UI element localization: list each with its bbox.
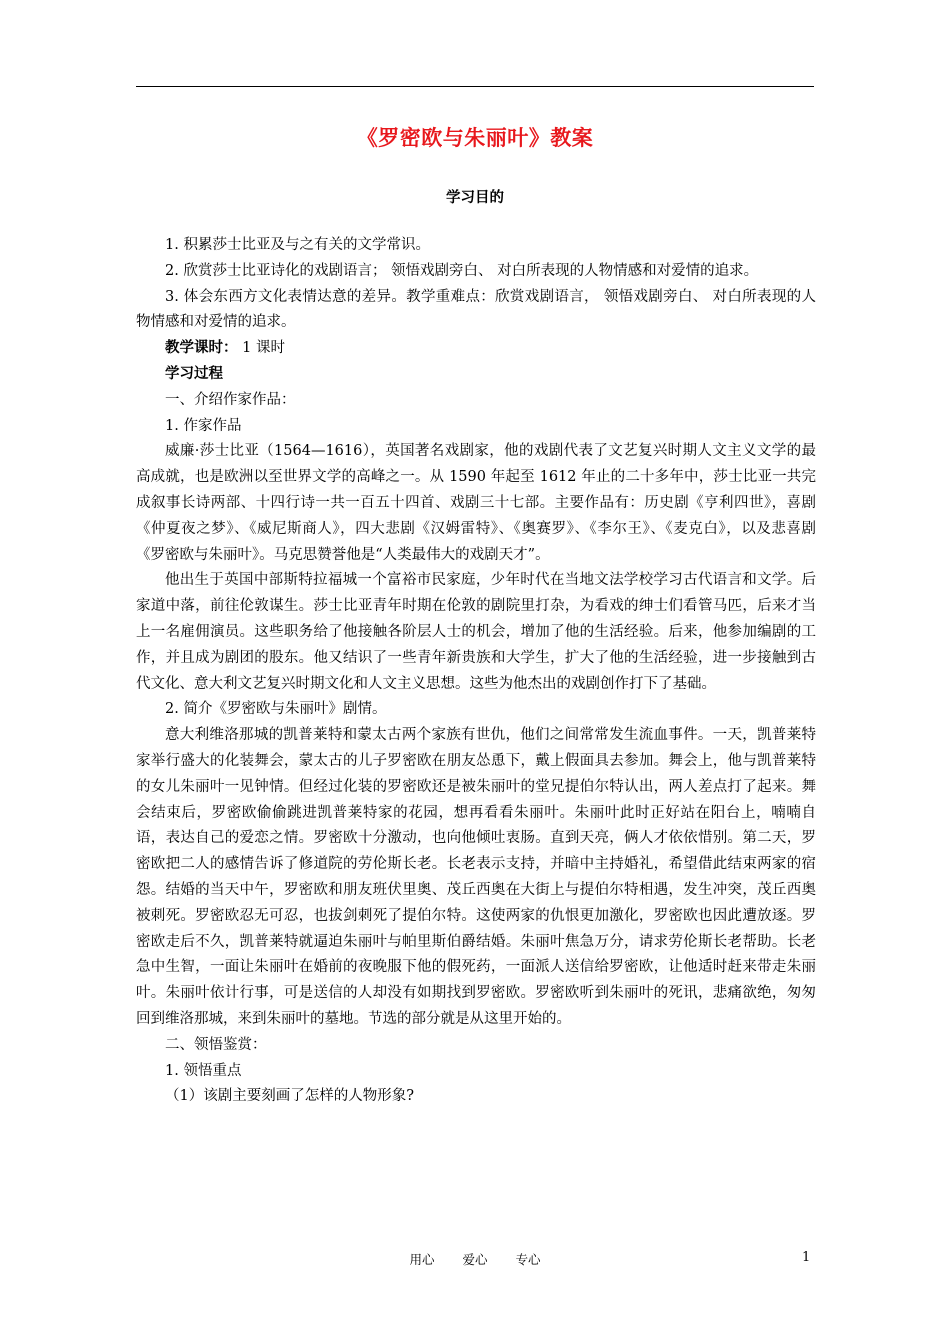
part2-subheading: 1. 领悟重点 [165, 1062, 242, 1079]
plot-paragraph: 意大利维洛那城的凯普莱特和蒙太古两个家族有世仇，他们之间常常发生流血事件。一天，凯普莱特家举行盛大的化装舞会，蒙太古的儿子罗密欧在朋友怂恿下，戴上假面具去参加。舞会上，他与凯普莱特的女儿朱丽叶一见钟情。但经过化装的罗密欧还是被朱丽叶的堂兄提伯尔特认出，两人差点打了起来。舞会结束后，罗密欧偷偷跳进凯普莱特家的花园，想再看看朱丽叶。朱丽叶此时正好站在阳台上，喃喃自语，表达自己的爱恋之情。罗密欧十分激动，也向他倾吐衷肠。直到天亮，俩人才依依惜别。第二天，罗密欧把二人的感情告诉了修道院的劳伦斯长老。长老表示支持，并暗中主持婚礼，希望借此结束两家的宿怨。结婚的当天中午，罗密欧和朋友班伏里奥、茂丘西奥在大街上与提伯尔特相遇，发生冲突，茂丘西奥被刺死。罗密欧忍无可忍，也拔剑刺死了提伯尔特。这使两家的仇恨更加激化，罗密欧也因此遭放逐。罗密欧走后不久，凯普莱特就逼迫朱丽叶与帕里斯伯爵结婚。朱丽叶焦急万分，请求劳伦斯长老帮助。长老急中生智，一面让朱丽叶在婚前的夜晚服下他的假死药，一面派人送信给罗密欧，让他适时赶来带走朱丽叶。朱丽叶依计行事，可是送信的人却没有如期找到罗密欧。罗密欧听到朱丽叶的死讯，悲痛欲绝，匆匆回到维洛那城，来到朱丽叶的墓地。节选的部分就是从这里开始的。 [136, 727, 816, 1027]
author-paragraph-2: 他出生于英国中部斯特拉福城一个富裕市民家庭，少年时代在当地文法学校学习古代语言和文学。后家道中落，前往伦敦谋生。莎士比亚青年时期在伦敦的剧院里打杂，为看戏的绅士们看管马匹，后来才当上一名雇佣演员。这些职务给了他接触各阶层人士的机会，增加了他的生活经验。后来，他参加编剧的工作，并且成为剧团的股东。他又结识了一些青年新贵族和大学生，扩大了他的生活经验，进一步接触到古代文化、意大利文艺复兴时期文化和人文主义思想。这些为他杰出的戏剧创作打下了基础。 [136, 572, 816, 692]
footer-word: 专心 [515, 1252, 541, 1267]
objective-item: 3. 体会东西方文化表情达意的差异。教学重难点：欣赏戏剧语言， 领悟戏剧旁白、 对白所表现的人物情感和对爱情的追求。 [136, 288, 816, 331]
header-rule [136, 86, 814, 87]
part1-heading: 一、介绍作家作品： [165, 391, 296, 408]
lesson-time [136, 336, 816, 362]
objective-item: 2. 欣赏莎士比亚诗化的戏剧语言； 领悟戏剧旁白、 对白所表现的人物情感和对爱情的追求。 [165, 262, 759, 279]
footer-word: 用心 [409, 1252, 435, 1267]
question-item: （1）该剧主要刻画了怎样的人物形象? [165, 1088, 414, 1105]
lesson-time-label: 教学课时： [165, 340, 238, 357]
document-title: 《罗密欧与朱丽叶》教案 [356, 126, 594, 150]
part1-subheading-plot: 2. 简介《罗密欧与朱丽叶》剧情。 [165, 701, 387, 718]
author-paragraph-1: 威廉·莎士比亚（1564—1616），英国著名戏剧家，他的戏剧代表了文艺复兴时期人文主义文学的最高成就，也是欧洲以至世界文学的高峰之一。从 1590 年起至 1612 年止的二十多年中，莎士比亚一共完成叙事长诗两部、十四行诗一共一百五十四首、戏剧三十七部。主要作品有：历史剧《亨利四世》，喜剧《仲夏夜之梦》、《威尼斯商人》，四大悲剧《汉姆雷特》、《奥赛罗》、《李尔王》、《麦克白》，以及悲喜剧《罗密欧与朱丽叶》。马克思赞誉他是“人类最伟大的戏剧天才”。 [136, 443, 816, 563]
part1-subheading-author: 1. 作家作品 [165, 417, 242, 434]
section-heading-objectives: 学习目的 [446, 190, 504, 206]
lesson-time-value: 1 课时 [237, 340, 285, 357]
process-heading: 学习过程 [165, 365, 223, 382]
footer-word: 爱心 [462, 1252, 488, 1267]
page-number: 1 [802, 1250, 811, 1265]
part2-heading: 二、领悟鉴赏： [165, 1036, 267, 1053]
objective-item: 1. 积累莎士比亚及与之有关的文学常识。 [165, 237, 430, 253]
document-body [136, 233, 816, 1110]
